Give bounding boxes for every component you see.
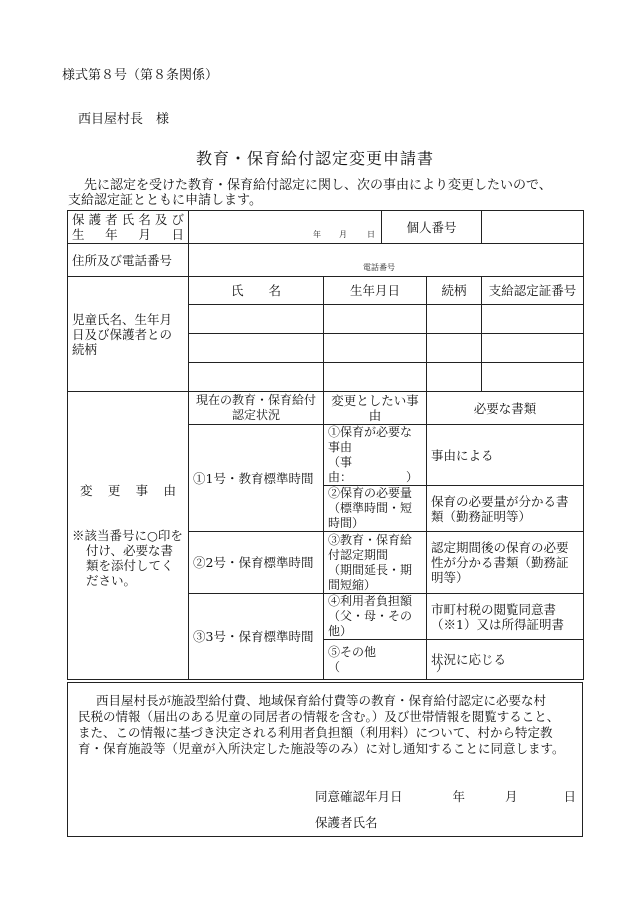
consent-guardian-name: 保護者氏名 — [315, 815, 378, 830]
col-birthdate: 生年月日 — [324, 277, 427, 305]
child-name-cell[interactable] — [189, 363, 324, 392]
addressee: 西目屋村長 様 — [78, 112, 170, 127]
reason-option-5[interactable]: ⑤その他 （ ） — [324, 640, 427, 680]
status-option-3[interactable]: ③3号・保育標準時間 — [189, 594, 324, 680]
guardian-label — [68, 211, 189, 244]
child-name-cell[interactable] — [189, 334, 324, 363]
phone-label: 電話番号 — [363, 263, 395, 272]
reason-option-2[interactable]: ②保育の必要量 （標準時間・短時間） — [324, 486, 427, 532]
personal-number-field[interactable] — [482, 211, 584, 244]
consent-month: 月 — [505, 789, 518, 804]
child-relation-cell[interactable] — [427, 363, 482, 392]
docs-option-3: 認定期間後の保育の必要性が分かる書類（勤務証明等） — [427, 532, 584, 594]
col-cert-number: 支給認定証番号 — [482, 277, 584, 305]
address-field[interactable] — [189, 244, 584, 277]
change-reason-cell — [68, 392, 189, 680]
reason-option-1[interactable]: ①保育が必要な事由 （事由： ） — [324, 425, 427, 486]
child-birth-cell[interactable] — [324, 305, 427, 334]
intro-text — [68, 178, 588, 208]
guardian-label-line2: 生 年 月 日 — [72, 227, 184, 242]
child-cert-cell[interactable] — [482, 363, 584, 392]
guardian-label-line1: 保護者氏名及び — [72, 212, 184, 227]
consent-date-label: 同意確認年月日 — [315, 789, 403, 804]
col-relation: 続柄 — [427, 277, 482, 305]
guardian-year: 年 — [313, 230, 321, 239]
reason-option-3[interactable]: ③教育・保育給付認定期間 （期間延長・期間短縮） — [324, 532, 427, 594]
child-cert-cell[interactable] — [482, 305, 584, 334]
child-cert-cell[interactable] — [482, 334, 584, 363]
status-header: 現在の教育・保育給付認定状況 — [189, 392, 324, 425]
child-name-cell[interactable] — [189, 305, 324, 334]
page-title: 教育・保育給付認定変更申請書 — [195, 149, 434, 168]
guardian-name-field[interactable] — [189, 211, 382, 244]
consent-year: 年 — [452, 789, 466, 804]
change-reason-label: 変 更 事 由 — [80, 483, 176, 498]
child-birth-cell[interactable] — [324, 363, 427, 392]
guardian-day: 日 — [367, 230, 375, 239]
address-label: 住所及び電話番号 — [68, 244, 189, 277]
intro-line-1: 先に認定を受けた教育・保育給付認定に関し、次の事由により変更したいので、 — [84, 178, 552, 193]
status-option-2[interactable]: ②2号・保育標準時間 — [189, 532, 324, 594]
reason-option-4[interactable]: ④利用者負担額 （父・母・その他） — [324, 594, 427, 640]
docs-option-5: 状況に応じる — [427, 640, 584, 680]
child-relation-cell[interactable] — [427, 305, 482, 334]
consent-day: 日 — [563, 789, 577, 804]
children-label: 児童氏名、生年月日及び保護者との続柄 — [68, 277, 189, 392]
consent-line-1: 西目屋村長が施設型給付費、地域保育給付費等の教育・保育給付認定に必要な村 — [96, 693, 547, 708]
intro-line-2: 支給認定証とともに申請します。 — [68, 193, 262, 208]
consent-date — [315, 787, 576, 805]
status-option-1[interactable]: ①1号・教育標準時間 — [189, 425, 324, 532]
consent-text — [78, 693, 570, 757]
docs-option-2: 保育の必要量が分かる書類（勤務証明等） — [427, 486, 584, 532]
col-child-name: 氏 名 — [189, 277, 324, 305]
child-relation-cell[interactable] — [427, 334, 482, 363]
change-note: ※該当番号に○印を付け、必要な書類を添付してください。 — [72, 528, 183, 588]
personal-number-label: 個人番号 — [382, 211, 482, 244]
child-birth-cell[interactable] — [324, 334, 427, 363]
application-table — [67, 210, 584, 680]
docs-option-1: 事由による — [427, 425, 584, 486]
form-number: 様式第８号（第８条関係） — [62, 68, 219, 83]
docs-header: 必要な書類 — [427, 392, 584, 425]
docs-option-4: 市町村税の閲覧同意書（※1）又は所得証明書 — [427, 594, 584, 640]
consent-box — [67, 682, 583, 837]
consent-line-rest: 民税の情報（届出のある児童の同居者の情報を含む。）及び世帯情報を閲覧すること、また、この情報に基づき決定される利用者負担額（利用料）について、村から特定教育・保育施設等（児童が入所決定した施設等のみ）に対し通知することに同意します。 — [78, 709, 565, 756]
guardian-month: 月 — [339, 230, 347, 239]
reason-header: 変更としたい事由 — [324, 392, 427, 425]
